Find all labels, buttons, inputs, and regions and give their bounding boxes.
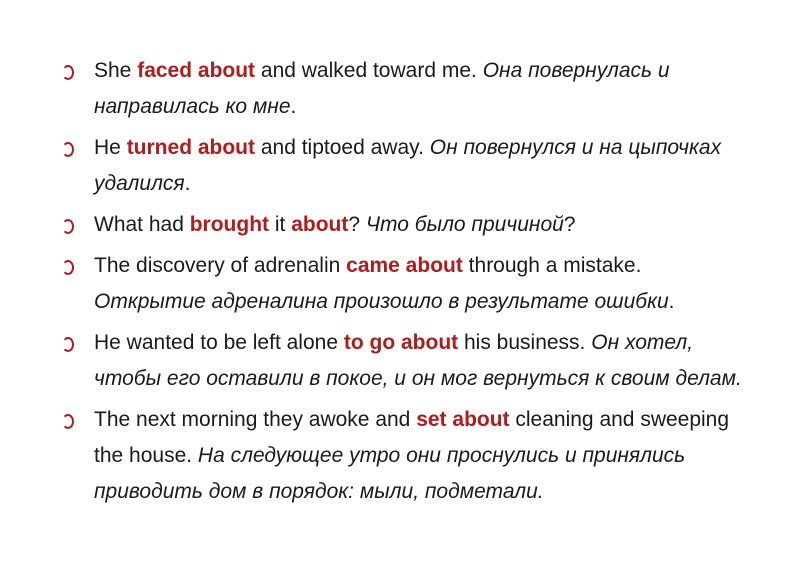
- example-text: [94, 59, 670, 118]
- russian-translation: Она повернулась и направилась ко мне: [94, 59, 670, 118]
- russian-translation: Он повернулся и на цыпочках удалился: [94, 136, 722, 195]
- russian-translation: Открытие адреналина произошло в результате ошибки: [94, 290, 669, 313]
- phrasal-verb-highlight: about: [291, 213, 349, 236]
- russian-translation: Он хотел, чтобы его оставили в покое, и он мог вернуться к своим делам.: [94, 331, 742, 390]
- english-text: it: [269, 213, 292, 236]
- phrasal-verb-examples-list: [62, 53, 752, 515]
- phrasal-verb-highlight: came about: [346, 254, 463, 277]
- english-text: What had: [94, 213, 190, 236]
- circle-outline-icon: [62, 260, 74, 275]
- circle-outline-icon: [62, 337, 74, 352]
- example-item: [62, 130, 752, 202]
- english-text: He wanted to be left alone: [94, 331, 344, 354]
- english-text: The next morning they awoke and: [94, 408, 417, 431]
- english-text: The discovery of adrenalin: [94, 254, 347, 277]
- phrasal-verb-highlight: brought: [189, 213, 270, 236]
- circle-outline-icon: [62, 142, 74, 157]
- english-text: through a mistake.: [462, 254, 642, 277]
- circle-outline-icon: [62, 65, 74, 80]
- punctuation: ?: [563, 213, 576, 236]
- circle-outline-icon: [62, 414, 74, 429]
- russian-translation: Что было причиной: [365, 213, 564, 236]
- example-text: [94, 136, 721, 195]
- english-text: He: [94, 136, 127, 159]
- english-text: She: [94, 59, 138, 82]
- phrasal-verb-highlight: turned about: [126, 136, 256, 159]
- english-text: cleaning and sweeping the house.: [94, 408, 730, 467]
- example-item: [62, 248, 752, 320]
- phrasal-verb-highlight: set about: [416, 408, 510, 431]
- punctuation: .: [184, 172, 191, 195]
- example-item: [62, 207, 752, 243]
- phrasal-verb-highlight: faced about: [137, 59, 256, 82]
- punctuation: .: [290, 95, 297, 118]
- example-text: [94, 408, 729, 503]
- example-text: [94, 331, 742, 390]
- english-text: his business.: [458, 331, 592, 354]
- english-text: ?: [348, 213, 366, 236]
- punctuation: .: [668, 290, 675, 313]
- example-item: [62, 402, 752, 510]
- example-text: [94, 213, 576, 236]
- example-text: [94, 254, 675, 313]
- english-text: and tiptoed away.: [255, 136, 430, 159]
- phrasal-verb-highlight: to go about: [343, 331, 459, 354]
- russian-translation: На следующее утро они проснулись и принялись приводить дом в порядок: мыли, подметали.: [94, 444, 686, 503]
- example-item: [62, 53, 752, 125]
- example-item: [62, 325, 752, 397]
- circle-outline-icon: [62, 219, 74, 234]
- english-text: and walked toward me.: [255, 59, 483, 82]
